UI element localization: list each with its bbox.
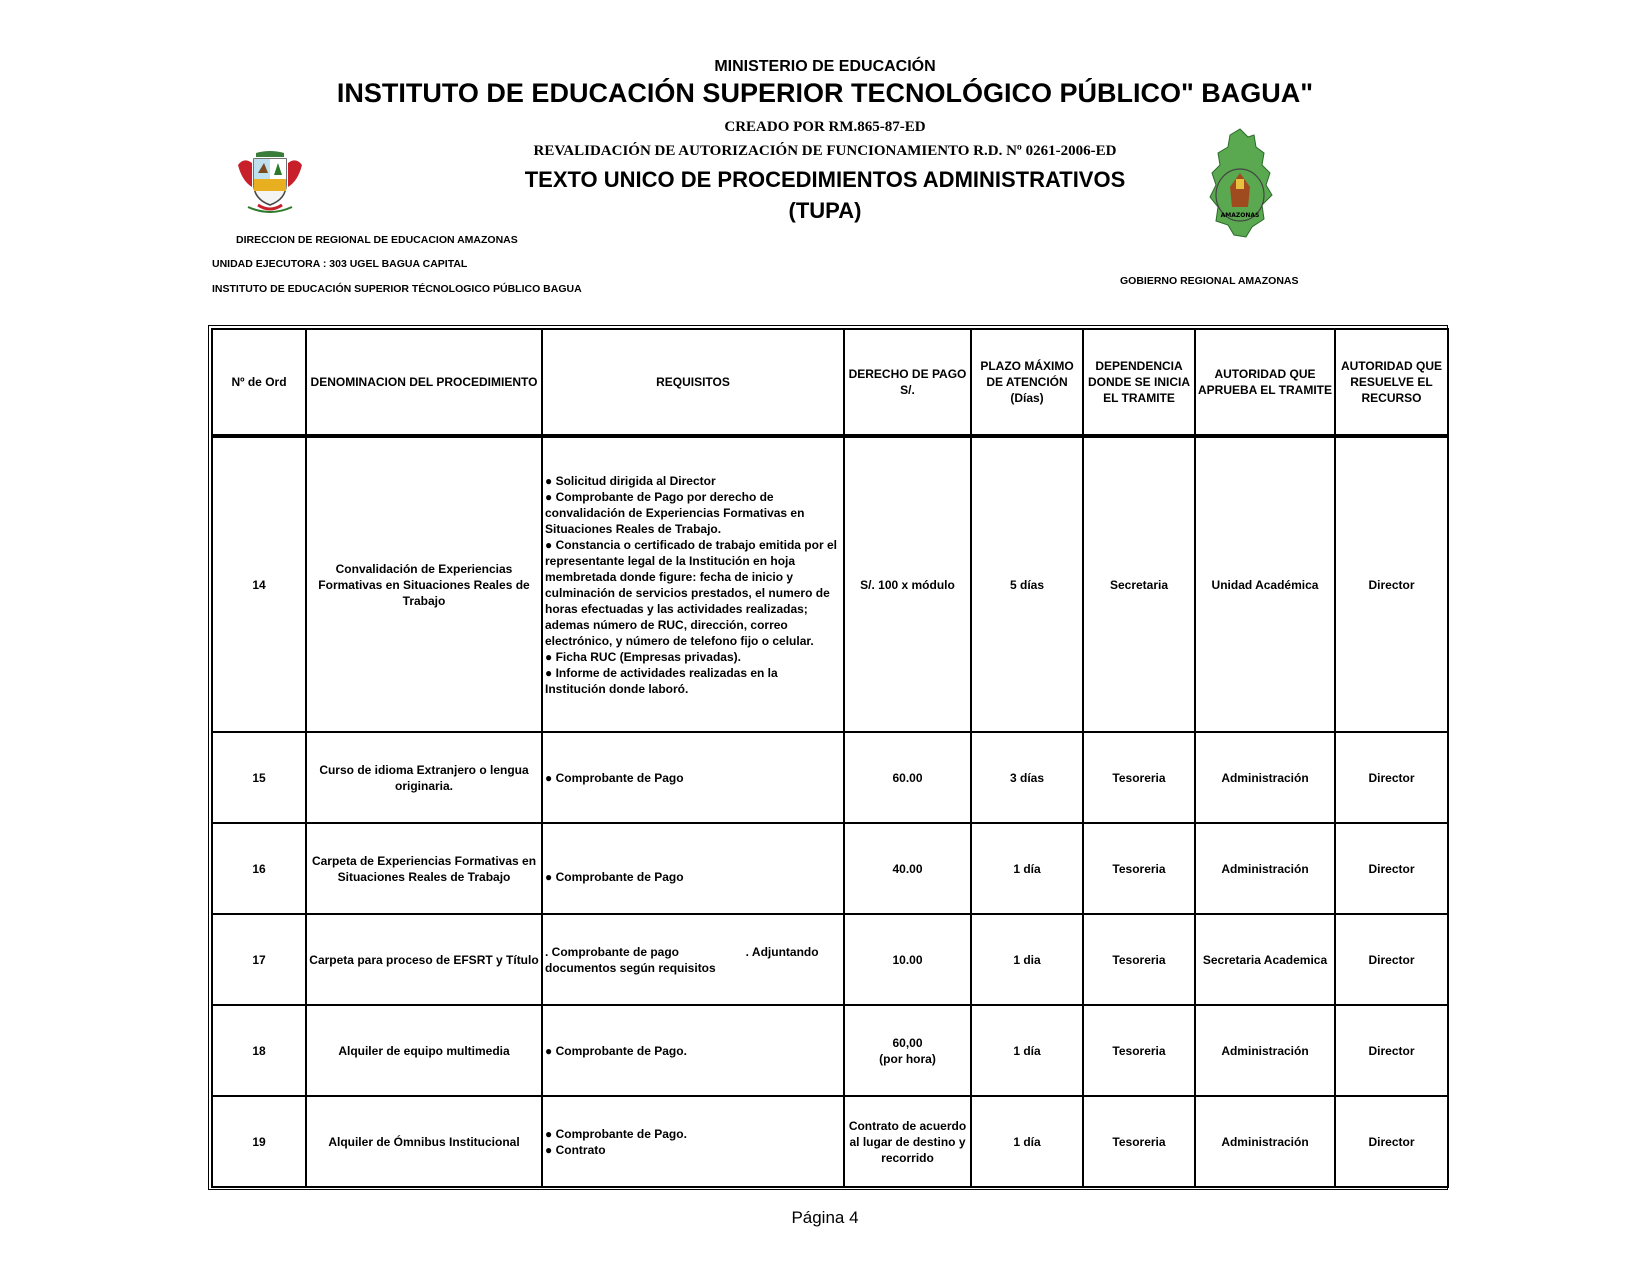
col-header-dependencia: DEPENDENCIA DONDE SE INICIA EL TRAMITE (1083, 329, 1195, 436)
cell-aprueba: Unidad Académica (1195, 436, 1335, 732)
table-row (212, 732, 1448, 823)
cell-resuelve: Director (1335, 823, 1448, 914)
cell-dependencia: Tesoreria (1083, 823, 1195, 914)
cell-aprueba: Secretaria Academica (1195, 914, 1335, 1005)
table-row (212, 914, 1448, 1005)
cell-resuelve: Director (1335, 1096, 1448, 1187)
page-number: Página 4 (791, 1208, 859, 1227)
requisito-item: ● Contrato (545, 1142, 606, 1157)
cell-denominacion: Alquiler de Ómnibus Institucional (306, 1096, 542, 1187)
requisito-item: ● Solicitud dirigida al Director (545, 473, 716, 488)
cell-aprueba: Administración (1195, 823, 1335, 914)
cell-resuelve: Director (1335, 1005, 1448, 1096)
cell-requisitos (542, 823, 844, 914)
cell-dependencia: Secretaria (1083, 436, 1195, 732)
tupa-table (211, 328, 1449, 1188)
col-header-aprueba: AUTORIDAD QUE APRUEBA EL TRAMITE (1195, 329, 1335, 436)
institute-title: INSTITUTO DE EDUCACIÓN SUPERIOR TECNOLÓGICO PÚBLICO" BAGUA" (336, 78, 1314, 108)
cell-derecho-pago (844, 1005, 971, 1096)
cell-denominacion: Carpeta para proceso de EFSRT y Título (306, 914, 542, 1005)
cell-denominacion: Carpeta de Experiencias Formativas en Situaciones Reales de Trabajo (306, 823, 542, 914)
requisito-item: ● Comprobante de Pago. (545, 1043, 687, 1058)
pago-value: 60,00 (892, 1035, 923, 1050)
cell-dependencia: Tesoreria (1083, 914, 1195, 1005)
amazonas-emblem-logo (1200, 127, 1282, 239)
created-line: CREADO POR RM.865-87-ED (724, 119, 926, 135)
cell-requisitos (542, 914, 844, 1005)
requisito-item: ● Comprobante de Pago (545, 869, 684, 884)
cell-dependencia: Tesoreria (1083, 1096, 1195, 1187)
requisito-item: ● Comprobante de Pago por derecho de convalidación de Experiencias Formativas en Situaciones Reales de Trabajo. (545, 489, 805, 536)
cell-derecho-pago: Contrato de acuerdo al lugar de destino y recorrido (844, 1096, 971, 1187)
requisito-item: . Comprobante de pago . Adjuntando documentos según requisitos (545, 944, 822, 975)
table-header-row (212, 329, 1448, 436)
amazonas-logo-text: AMAZONAS (1220, 212, 1260, 219)
cell-plazo: 1 día (971, 1005, 1083, 1096)
amazonas-map-icon (1200, 127, 1282, 239)
col-header-requisitos: REQUISITOS (542, 329, 844, 436)
cell-denominacion: Alquiler de equipo multimedia (306, 1005, 542, 1096)
cell-derecho-pago: 60.00 (844, 732, 971, 823)
unidad-ejecutora-label: UNIDAD EJECUTORA : 303 UGEL BAGUA CAPITAL (212, 258, 468, 270)
table-row (212, 823, 1448, 914)
requisito-item: ● Informe de actividades realizadas en la Institución donde laboró. (545, 665, 778, 696)
requisito-item: ● Comprobante de Pago (545, 770, 684, 785)
cell-resuelve: Director (1335, 914, 1448, 1005)
pago-unit: (por hora) (879, 1051, 936, 1066)
cell-ord: 16 (212, 823, 306, 914)
cell-requisitos (542, 1005, 844, 1096)
instituto-label: INSTITUTO DE EDUCACIÓN SUPERIOR TÉCNOLOGICO PÚBLICO BAGUA (212, 283, 582, 295)
col-header-denominacion: DENOMINACION DEL PROCEDIMIENTO (306, 329, 542, 436)
cell-aprueba: Administración (1195, 1005, 1335, 1096)
col-header-plazo: PLAZO MÁXIMO DE ATENCIÓN (Días) (971, 329, 1083, 436)
col-header-ord: Nº de Ord (212, 329, 306, 436)
revalidation-line: REVALIDACIÓN DE AUTORIZACIÓN DE FUNCIONAMIENTO R.D. Nº 0261-2006-ED (533, 143, 1117, 159)
document-title: TEXTO UNICO DE PROCEDIMIENTOS ADMINISTRATIVOS (524, 167, 1126, 192)
col-header-derecho-pago: DERECHO DE PAGO S/. (844, 329, 971, 436)
cell-aprueba: Administración (1195, 1096, 1335, 1187)
cell-ord: 15 (212, 732, 306, 823)
cell-requisitos (542, 1096, 844, 1187)
cell-denominacion: Curso de idioma Extranjero o lengua originaria. (306, 732, 542, 823)
cell-denominacion: Convalidación de Experiencias Formativas en Situaciones Reales de Trabajo (306, 436, 542, 732)
col-header-resuelve: AUTORIDAD QUE RESUELVE EL RECURSO (1335, 329, 1448, 436)
cell-derecho-pago: 10.00 (844, 914, 971, 1005)
cell-derecho-pago: S/. 100 x módulo (844, 436, 971, 732)
cell-requisitos (542, 732, 844, 823)
cell-requisitos (542, 436, 844, 732)
requisito-item: ● Constancia o certificado de trabajo emitida por el representante legal de la Institución en hoja membretada donde figure: fecha de inicio y culminación de servicios prestados, el numero de horas efectuadas y las actividades realizadas; ademas número de RUC, dirección, correo electrónico, y número de telefono fijo o celular. (545, 537, 837, 648)
peru-coat-of-arms-logo (234, 147, 306, 215)
tupa-table-frame (208, 325, 1448, 1190)
document-abbr: (TUPA) (788, 198, 862, 223)
cell-resuelve: Director (1335, 436, 1448, 732)
requisito-item: ● Ficha RUC (Empresas privadas). (545, 649, 741, 664)
cell-plazo: 3 días (971, 732, 1083, 823)
cell-ord: 17 (212, 914, 306, 1005)
cell-derecho-pago: 40.00 (844, 823, 971, 914)
cell-ord: 18 (212, 1005, 306, 1096)
cell-dependencia: Tesoreria (1083, 1005, 1195, 1096)
cell-ord: 19 (212, 1096, 306, 1187)
cell-plazo: 5 días (971, 436, 1083, 732)
peru-shield-icon (234, 147, 306, 215)
table-row (212, 1096, 1448, 1187)
requisito-item: ● Comprobante de Pago. (545, 1126, 687, 1141)
table-row (212, 436, 1448, 732)
table-row (212, 1005, 1448, 1096)
cell-aprueba: Administración (1195, 732, 1335, 823)
ministry-heading: MINISTERIO DE EDUCACIÓN (714, 58, 936, 75)
cell-dependencia: Tesoreria (1083, 732, 1195, 823)
cell-plazo: 1 día (971, 823, 1083, 914)
cell-ord: 14 (212, 436, 306, 732)
cell-resuelve: Director (1335, 732, 1448, 823)
cell-plazo: 1 dia (971, 914, 1083, 1005)
cell-plazo: 1 día (971, 1096, 1083, 1187)
gobierno-regional-label: GOBIERNO REGIONAL AMAZONAS (1120, 275, 1299, 287)
direccion-regional-label: DIRECCION DE REGIONAL DE EDUCACION AMAZONAS (236, 234, 518, 246)
